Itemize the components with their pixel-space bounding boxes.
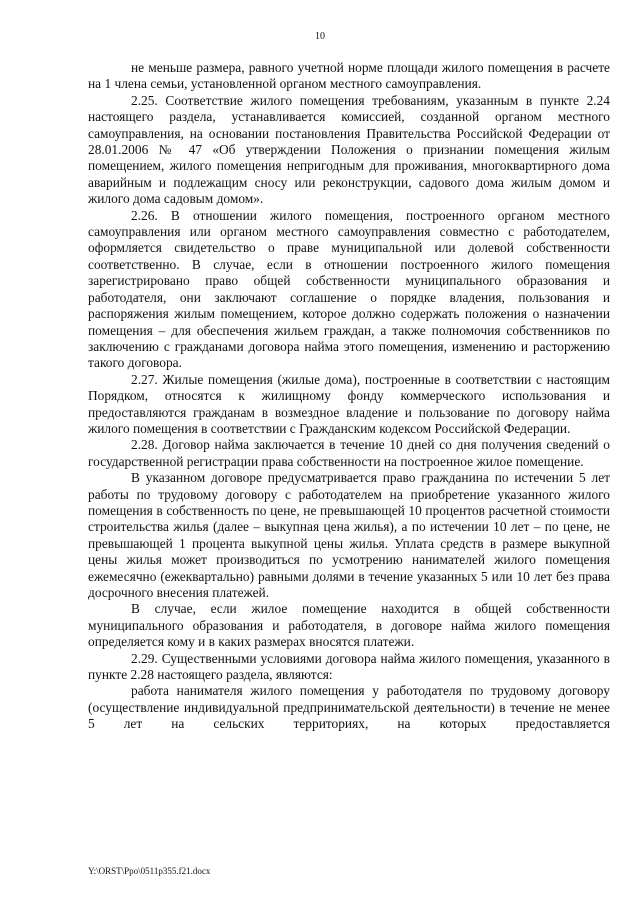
paragraph-2-26: 2.26. В отношении жилого помещения, построенного органом местного самоуправления или органом местного самоуправления совместно с работодателем, оформляется свидетельство о праве муниципальной или долевой собственности соответственно. В случае, если в отношении построенного жилого помещения зарегистрировано право общей собственности муниципального образования и работодателя, они заключают соглашение о порядке владения, пользования и распоряжения жилым помещением, которое должно содержать положения о назначении помещения – для обеспечения жильем граждан, а также полномочия собственников по заключению с гражданами договора найма этого помещения, изменению и расторжению такого договора. [88,207,610,371]
paragraph-2-25: 2.25. Соответствие жилого помещения требованиям, указанным в пункте 2.24 настоящего раздела, устанавливается комиссией, созданной органом местного самоуправления, на основании постановления Правительства Российской Федерации от 28.01.2006 № 47 «Об утверждении Положения о признании помещения жилым помещением, жилого помещения непригодным для проживания, многоквартирного дома аварийным и подлежащим сносу или реконструкции, садового дома жилым домом и жилого дома садовым домом». [88,92,610,207]
paragraph-2-28-contract-terms: В указанном договоре предусматривается право гражданина по истечении 5 лет работы по трудовому договору с работодателем на приобретение указанного жилого помещения в собственность по цене, не превышающей 10 процентов расчетной стоимости строительства жилья (далее – выкупная цена жилья), а по истечении 10 лет – по цене, не превышающей 1 процента выкупной цены жилья. Уплата средств в размере выкупной цены жилья может производиться по усмотрению нанимателей жилого помещения ежемесячно (ежеквартально) равными долями в течение указанных 5 или 10 лет без права досрочного внесения платежей. [88,470,610,600]
paragraph-2-29-condition: работа нанимателя жилого помещения у работодателя по трудовому договору (осуществление индивидуальной предпринимательской деятельности) в течение не менее 5 лет на сельских территориях, на которых предоставляется [88,683,610,732]
paragraph-2-28-shared-ownership: В случае, если жилое помещение находится в общей собственности муниципального образования и работодателя, в договоре найма жилого помещения определяется кому и в каких размерах вносятся платежи. [88,601,610,650]
file-path-footer: Y:\ORST\Ppo\0511p355.f21.docx [88,866,211,876]
paragraph-2-27: 2.27. Жилые помещения (жилые дома), построенные в соответствии с настоящим Порядком, относятся к жилищному фонду коммерческого использования и предоставляются гражданам в возмездное владение и пользование по договору найма жилого помещения в соответствии с Гражданским кодексом Российской Федерации. [88,371,610,436]
paragraph-2-29: 2.29. Существенными условиями договора найма жилого помещения, указанного в пункте 2.28 настоящего раздела, являются: [88,650,610,683]
document-body [88,60,610,733]
paragraph-2-28: 2.28. Договор найма заключается в течение 10 дней со дня получения сведений о государственной регистрации права собственности на построенное жилое помещение. [88,437,610,469]
paragraph-continuation: не меньше размера, равного учетной норме площади жилого помещения в расчете на 1 члена семьи, установленной органом местного самоуправления. [88,60,610,92]
page-number: 10 [315,31,325,42]
